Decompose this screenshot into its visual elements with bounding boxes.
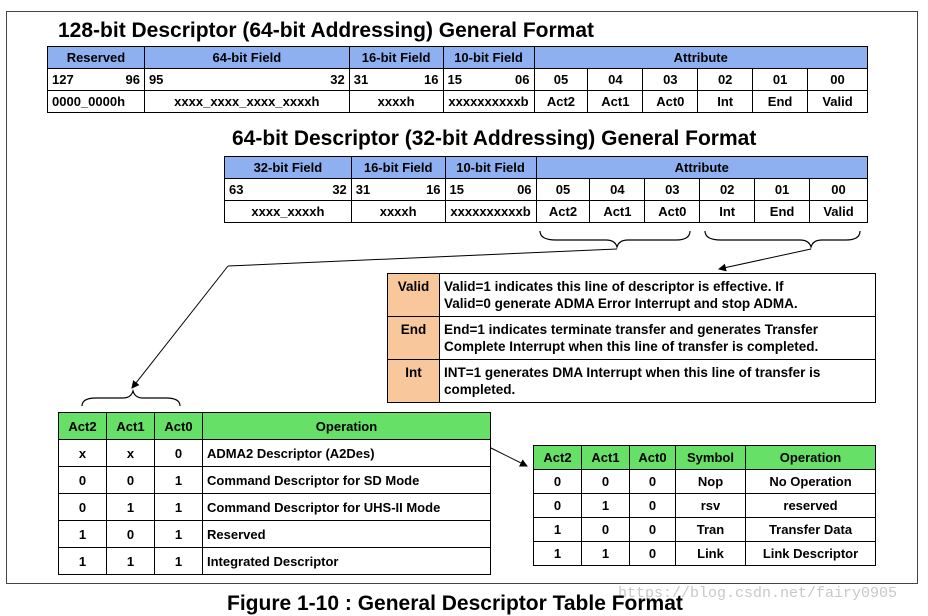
field-value: xxxx_xxxx_xxxx_xxxxh (144, 91, 349, 113)
header-act2: Act2 (534, 446, 582, 470)
header-attribute: Attribute (534, 47, 868, 69)
cell: x (59, 440, 107, 467)
header-symbol: Symbol (676, 446, 746, 470)
attr-desc-int: INT=1 generates DMA Interrupt when this line of transfer is completed. (440, 360, 876, 403)
brace-attr (705, 231, 860, 247)
cell: reserved (746, 494, 876, 518)
field-value: 0000_0000h (48, 91, 145, 113)
field-value: Act2 (536, 201, 590, 223)
cell: 1 (582, 494, 630, 518)
header-10bit-field: 10-bit Field (445, 157, 536, 179)
cell: 1 (107, 548, 155, 575)
bit-index: 00 (808, 69, 868, 91)
bit-index: 00 (810, 179, 868, 201)
arrow-attr (719, 249, 811, 269)
cell: 0 (582, 518, 630, 542)
header-64bit-field: 64-bit Field (144, 47, 349, 69)
brace-act-table (82, 391, 180, 406)
arrow-symbol (491, 448, 527, 466)
bit-index: 05 (536, 179, 590, 201)
attr-desc-valid: Valid=1 indicates this line of descriptor is effective. If Valid=0 generate ADMA Error Interrupt and stop ADMA. (440, 274, 876, 317)
cell: 1 (155, 521, 203, 548)
header-16bit-field: 16-bit Field (349, 47, 443, 69)
cell: 0 (582, 470, 630, 494)
bit-index: 04 (588, 69, 643, 91)
field-value: End (755, 201, 810, 223)
bit-index: 03 (645, 179, 700, 201)
field-value: Valid (810, 201, 868, 223)
header-act1: Act1 (582, 446, 630, 470)
bit-index: 02 (700, 179, 755, 201)
bit-range: 31 16 (351, 179, 445, 201)
bit-index: 02 (698, 69, 753, 91)
header-10bit-field: 10-bit Field (443, 47, 534, 69)
cell: 0 (534, 470, 582, 494)
cell: Transfer Data (746, 518, 876, 542)
cell: Integrated Descriptor (203, 548, 491, 575)
cell: 1 (534, 518, 582, 542)
field-value: xxxxh (349, 91, 443, 113)
field-value: xxxxxxxxxxb (443, 91, 534, 113)
field-value: Act1 (590, 201, 645, 223)
field-value: Act1 (588, 91, 643, 113)
field-value: Act0 (643, 91, 698, 113)
cell: 0 (59, 467, 107, 494)
header-operation: Operation (203, 413, 491, 440)
cell: Link (676, 542, 746, 566)
bit-range: 127 96 (48, 69, 145, 91)
cell: 0 (630, 470, 676, 494)
watermark: https://blog.csdn.net/fairy0905 (618, 585, 898, 602)
cell: 1 (59, 548, 107, 575)
cell: 0 (630, 518, 676, 542)
attr-key-end: End (388, 317, 440, 360)
cell: 0 (630, 494, 676, 518)
cell: No Operation (746, 470, 876, 494)
cell: Reserved (203, 521, 491, 548)
field-value: Int (698, 91, 753, 113)
field-value: xxxx_xxxxh (225, 201, 352, 223)
bit-index: 01 (753, 69, 808, 91)
attr-desc-end: End=1 indicates terminate transfer and generates Transfer Complete Interrupt when this line of transfer is completed. (440, 317, 876, 360)
cell: 1 (107, 494, 155, 521)
bit-index: 04 (590, 179, 645, 201)
figure-caption: Figure 1-10 : General Descriptor Table Format (227, 592, 683, 615)
cell: 0 (155, 440, 203, 467)
arrow-act (228, 249, 617, 266)
field-value: Act0 (645, 201, 700, 223)
cell: Command Descriptor for UHS-II Mode (203, 494, 491, 521)
cell: 0 (630, 542, 676, 566)
cell: rsv (676, 494, 746, 518)
bit-range: 31 16 (349, 69, 443, 91)
header-operation: Operation (746, 446, 876, 470)
cell: Tran (676, 518, 746, 542)
cell: 0 (107, 467, 155, 494)
attr-key-int: Int (388, 360, 440, 403)
brace-act (540, 231, 690, 247)
bit-range: 95 32 (144, 69, 349, 91)
cell: Link Descriptor (746, 542, 876, 566)
bit-range: 15 06 (443, 69, 534, 91)
title-64bit: 64-bit Descriptor (32-bit Addressing) General Format (232, 127, 757, 150)
cell: 1 (582, 542, 630, 566)
cell: 1 (155, 548, 203, 575)
cell: 0 (534, 494, 582, 518)
cell: 1 (155, 494, 203, 521)
header-act1: Act1 (107, 413, 155, 440)
field-value: xxxxxxxxxxb (445, 201, 536, 223)
cell: Nop (676, 470, 746, 494)
cell: 1 (155, 467, 203, 494)
field-value: Valid (808, 91, 868, 113)
field-value: xxxxh (351, 201, 445, 223)
field-value: End (753, 91, 808, 113)
header-reserved: Reserved (48, 47, 145, 69)
bit-range: 15 06 (445, 179, 536, 201)
cell: Command Descriptor for SD Mode (203, 467, 491, 494)
cell: x (107, 440, 155, 467)
field-value: Act2 (534, 91, 588, 113)
field-value: Int (700, 201, 755, 223)
cell: 1 (59, 521, 107, 548)
header-32bit-field: 32-bit Field (225, 157, 352, 179)
header-act0: Act0 (155, 413, 203, 440)
cell: 0 (59, 494, 107, 521)
cell: 1 (534, 542, 582, 566)
bit-index: 01 (755, 179, 810, 201)
cell: ADMA2 Descriptor (A2Des) (203, 440, 491, 467)
bit-index: 05 (534, 69, 588, 91)
arrow-act (132, 266, 228, 388)
bit-index: 03 (643, 69, 698, 91)
header-act0: Act0 (630, 446, 676, 470)
header-attribute: Attribute (536, 157, 867, 179)
header-act2: Act2 (59, 413, 107, 440)
attr-key-valid: Valid (388, 274, 440, 317)
bit-range: 63 32 (225, 179, 352, 201)
cell: 0 (107, 521, 155, 548)
title-128bit: 128-bit Descriptor (64-bit Addressing) General Format (58, 19, 595, 42)
header-16bit-field: 16-bit Field (351, 157, 445, 179)
